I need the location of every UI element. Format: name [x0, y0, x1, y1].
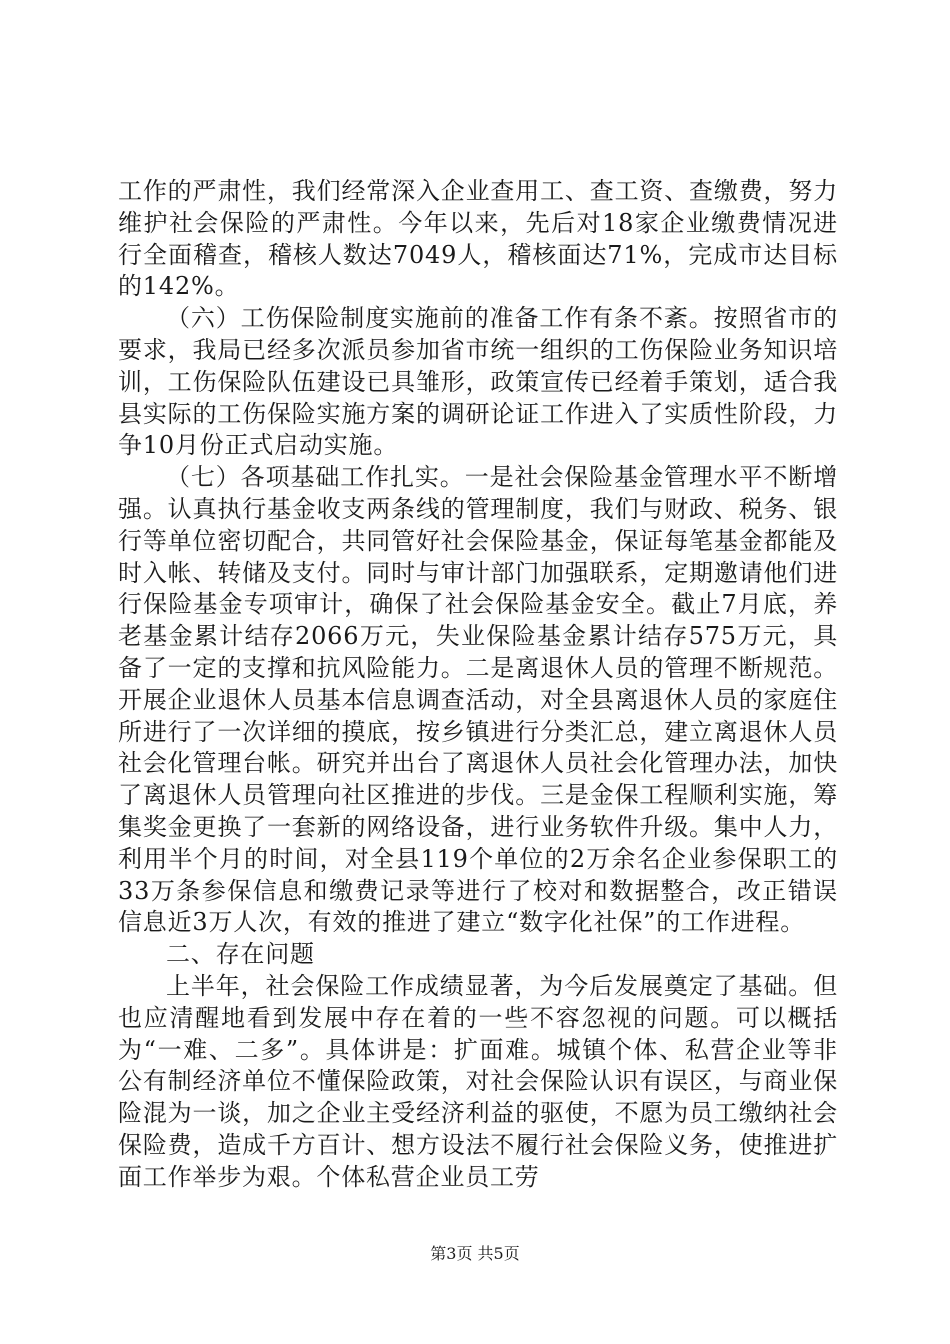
paragraph-section-seven: （七）各项基础工作扎实。一是社会保险基金管理水平不断增强。认真执行基金收支两条线的管理制度，我们与财政、税务、银行等单位密切配合，共同管好社会保险基金，保证每笔基金都能及时入帐、转储及支付。同时与审计部门加强联系，定期邀请他们进行保险基金专项审计，确保了社会保险基金安全。截止7月底，养老基金累计结存2066万元，失业保险基金累计结存575万元，具备了一定的支撑和抗风险能力。二是离退休人员的管理不断规范。开展企业退休人员基本信息调查活动，对全县离退休人员的家庭住所进行了一次详细的摸底，按乡镇进行分类汇总，建立离退休人员社会化管理台帐。研究并出台了离退休人员社会化管理办法，加快了离退休人员管理向社区推进的步伐。三是金保工程顺利实施，筹集奖金更换了一套新的网络设备，进行业务软件升级。集中人力，利用半个月的时间，对全县119个单位的2万余名企业参保职工的33万条参保信息和缴费记录等进行了校对和数据整合，改正错误信息近3万人次，有效的推进了建立“数字化社保”的工作进程。 [118, 463, 838, 937]
document-body [118, 176, 838, 1194]
section-heading-problems: 二、存在问题 [166, 940, 315, 969]
page-footer: 第3页 共5页 [430, 1244, 520, 1263]
paragraph-problems: 上半年，社会保险工作成绩显著，为今后发展奠定了基础。但也应清醒地看到发展中存在着的一些不容忽视的问题。可以概括为“一难、二多”。具体讲是：扩面难。城镇个体、私营企业等非公有制经济单位不懂保险政策，对社会保险认识有误区，与商业保险混为一谈，加之企业主受经济利益的驱使，不愿为员工缴纳社会保险费，造成千方百计、想方设法不履行社会保险义务，使推进扩面工作举步为艰。个体私营企业员工劳 [118, 971, 838, 1191]
paragraph-section-six: （六）工伤保险制度实施前的准备工作有条不紊。按照省市的要求，我局已经多次派员参加省市统一组织的工伤保险业务知识培训，工伤保险队伍建设已具雏形，政策宣传已经着手策划，适合我县实际的工伤保险实施方案的调研论证工作进入了实质性阶段，力争10月份正式启动实施。 [118, 304, 838, 460]
paragraph-continuation: 工作的严肃性，我们经常深入企业查用工、查工资、查缴费，努力维护社会保险的严肃性。今年以来，先后对18家企业缴费情况进行全面稽查，稽核人数达7049人，稽核面达71%，完成市达目标的142%。 [118, 177, 838, 301]
